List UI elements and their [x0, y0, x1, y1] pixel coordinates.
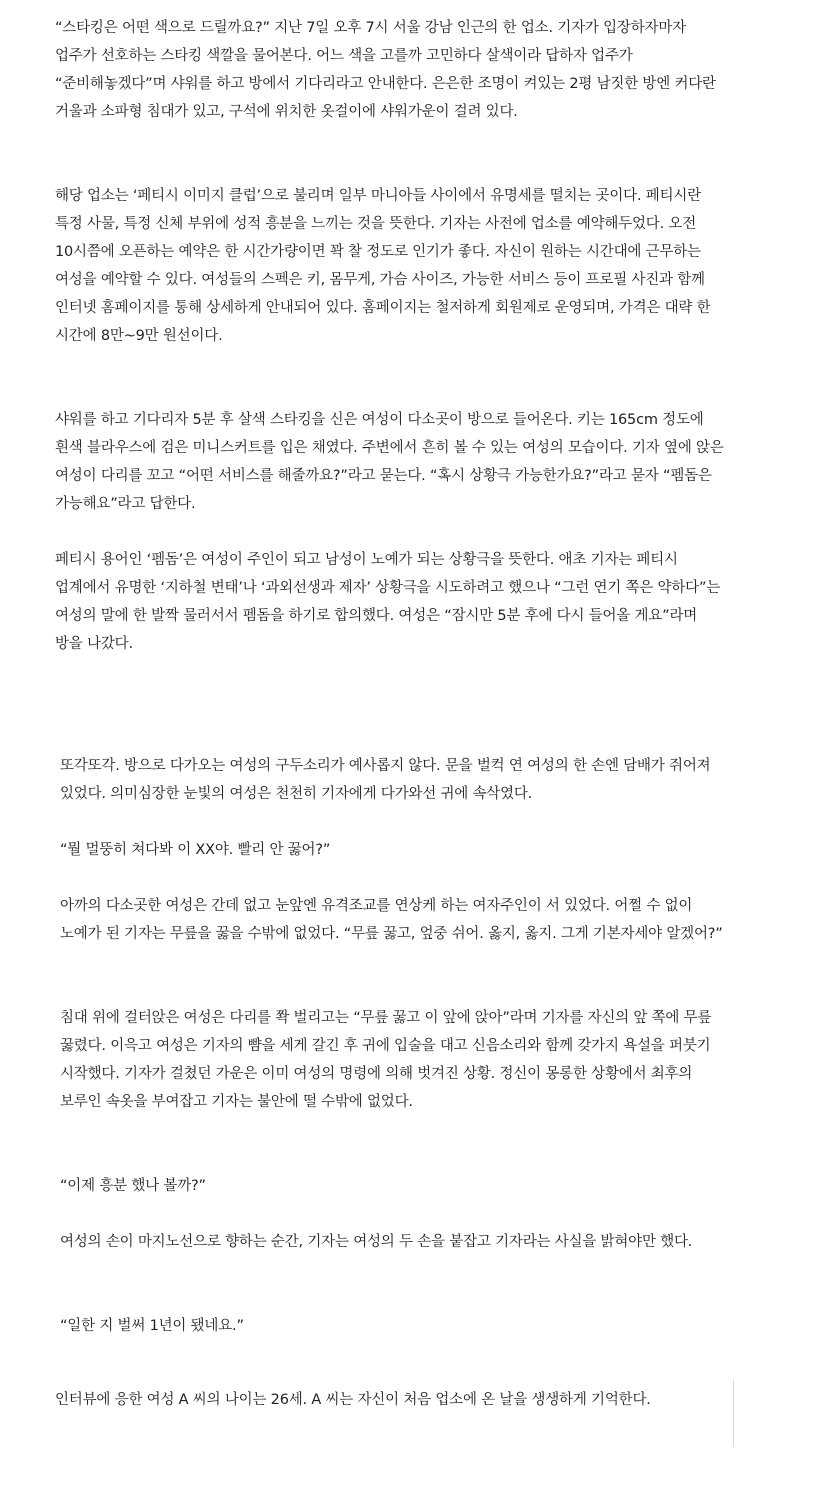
quote-one-year: “일한 지 벌써 1년이 됐네요.” [60, 1318, 244, 1334]
paragraph-footsteps: 또각또각. 방으로 다가오는 여성의 구두소리가 예사롭지 않다. 문을 벌컥 연 여성의 한 손엔 담배가 쥐어져 있었다. 의미심장한 눈빛의 여성은 천천히 기자에게 다가와선 귀에 속삭였다. [60, 758, 711, 802]
paragraph-femdom-definition: 페티시 용어인 ‘펨돔’은 여성이 주인이 되고 남성이 노예가 되는 상황극을 뜻한다. 애초 기자는 페티시 업계에서 유명한 ‘지하철 변태’나 ‘과외선생과 제자’ 상황극을 시도하려고 했으나 “그런 연기 쪽은 약하다”는 여성의 말에 한 발짝 물러서서 펨돔을 하기로 합의했다. 여성은 “잠시만 5분 후에 다시 들어올 게요”라며 방을 나갔다. [55, 552, 721, 652]
paragraph-woman-enters: 샤워를 하고 기다리자 5분 후 살색 스타킹을 신은 여성이 다소곳이 방으로 들어온다. 키는 165cm 정도에 흰색 블라우스에 검은 미니스커트를 입은 채였다. 주변에서 흔히 볼 수 있는 여성의 모습이다. 기자 옆에 앉은 여성이 다리를 꼬고 “어떤 서비스를 해줄까요?”라고 묻는다. “혹시 상황극 가능한가요?”라고 묻자 “펨돔은 가능해요”라고 답한다. [55, 412, 724, 512]
paragraph-fetish-club: 해당 업소는 ‘페티시 이미지 클럽’으로 불리며 일부 마니아들 사이에서 유명세를 떨치는 곳이다. 페티시란 특정 사물, 특정 신체 부위에 성적 흥분을 느끼는 것을 뜻한다. 기자는 사전에 업소를 예약해두었다. 오전 10시쯤에 오픈하는 예약은 한 시간가량이면 꽉 찰 정도로 인기가 좋다. 자신이 원하는 시간대에 근무하는 여성을 예약할 수 있다. 여성들의 스펙은 키, 몸무게, 가슴 사이즈, 가능한 서비스 등이 프로필 사진과 함께 인터넷 홈페이지를 통해 상세하게 안내되어 있다. 홈페이지는 철저하게 회원제로 운영되며, 가격은 대략 한 시간에 8만~9만 원선이다. [55, 188, 711, 344]
paragraph-reveal: 여성의 손이 마지노선으로 향하는 순간, 기자는 여성의 두 손을 붙잡고 기자라는 사실을 밝혀야만 했다. [60, 1234, 693, 1250]
right-divider-line [733, 1380, 734, 1447]
paragraph-stocking-intro: “스타킹은 어떤 색으로 드릴까요?” 지난 7일 오후 7시 서울 강남 인근의 한 업소. 기자가 입장하자마자 업주가 선호하는 스타킹 색깔을 물어본다. 어느 색을 고를까 고민하다 살색이라 답하자 업주가 “준비해놓겠다”며 샤워를 하고 방에서 기다리라고 안내한다. 은은한 조명이 켜있는 2평 남짓한 방엔 커다란 거울과 소파형 침대가 있고, 구석에 위치한 옷걸이에 샤워가운이 걸려 있다. [55, 20, 716, 120]
paragraph-bed-scene: 침대 위에 걸터앉은 여성은 다리를 쫙 벌리고는 “무릎 꿇고 이 앞에 앉아”라며 기자를 자신의 앞 쪽에 무릎 꿇렸다. 이윽고 여성은 기자의 뺨을 세게 갈긴 후 귀에 입술을 대고 신음소리와 함께 갖가지 욕설을 퍼붓기 시작했다. 기자가 걸쳤던 가운은 이미 여성의 명령에 의해 벗겨진 상황. 정신이 몽롱한 상황에서 최후의 보루인 속옷을 부여잡고 기자는 불안에 떨 수밖에 없었다. [60, 1010, 712, 1110]
paragraph-interview: 인터뷰에 응한 여성 A 씨의 나이는 26세. A 씨는 자신이 처음 업소에 온 날을 생생하게 기억한다. [55, 1392, 651, 1408]
quote-excited: “이제 흥분 했나 볼까?” [60, 1178, 206, 1194]
quote-kneel: “뭘 멀뚱히 쳐다봐 이 XX야. 빨리 안 꿇어?” [60, 842, 331, 858]
paragraph-slave: 아까의 다소곳한 여성은 간데 없고 눈앞엔 유격조교를 연상케 하는 여자주인이 서 있었다. 어쩔 수 없이 노예가 된 기자는 무릎을 꿇을 수밖에 없었다. “무릎 꿇고, 엎중 쉬어. 옳지, 옳지. 그게 기본자세야 알겠어?” [60, 898, 723, 942]
